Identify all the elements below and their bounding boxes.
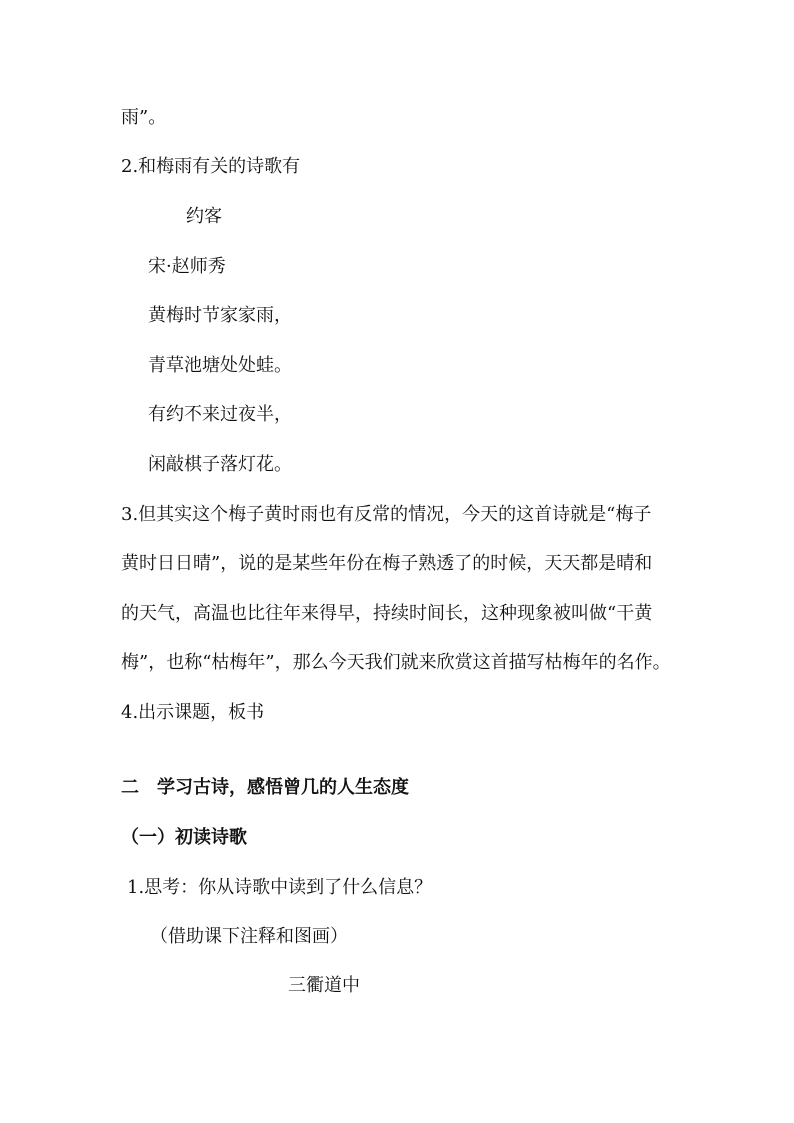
poem-author: 宋·赵师秀 — [148, 256, 226, 277]
poem-title: 约客 — [186, 206, 222, 227]
section-heading: 二 学习古诗，感悟曾几的人生态度 — [121, 777, 409, 798]
poem-line: 闲敲棋子落灯花。 — [148, 454, 292, 475]
paragraph-line: 黄时日日晴”，说的是某些年份在梅子熟透了的时候，天天都是晴和 — [121, 553, 653, 574]
poem-2-title: 三衢道中 — [288, 975, 360, 996]
paragraph-end: 雨”。 — [121, 107, 167, 128]
poem-line: 青草池塘处处蛙。 — [148, 355, 292, 376]
poem-line: 黄梅时节家家雨， — [148, 305, 292, 326]
paragraph-line: 梅”，也称“枯梅年”，那么今天我们就来欣赏这首描写枯梅年的名作。 — [121, 652, 671, 673]
poem-line: 有约不来过夜半， — [148, 404, 292, 425]
paragraph-line: 3.但其实这个梅子黄时雨也有反常的情况，今天的这首诗就是“梅子 — [121, 504, 652, 525]
question-hint: （借助课下注释和图画） — [150, 926, 348, 947]
paragraph-line: 的天气，高温也比往年来得早，持续时间长，这种现象被叫做“干黄 — [121, 603, 653, 624]
question-1: 1.思考：你从诗歌中读到了什么信息？ — [127, 877, 433, 898]
list-item-4: 4.出示课题，板书 — [121, 702, 265, 723]
subsection-heading: （一）初读诗歌 — [121, 827, 247, 848]
list-item-2: 2.和梅雨有关的诗歌有 — [121, 156, 301, 177]
